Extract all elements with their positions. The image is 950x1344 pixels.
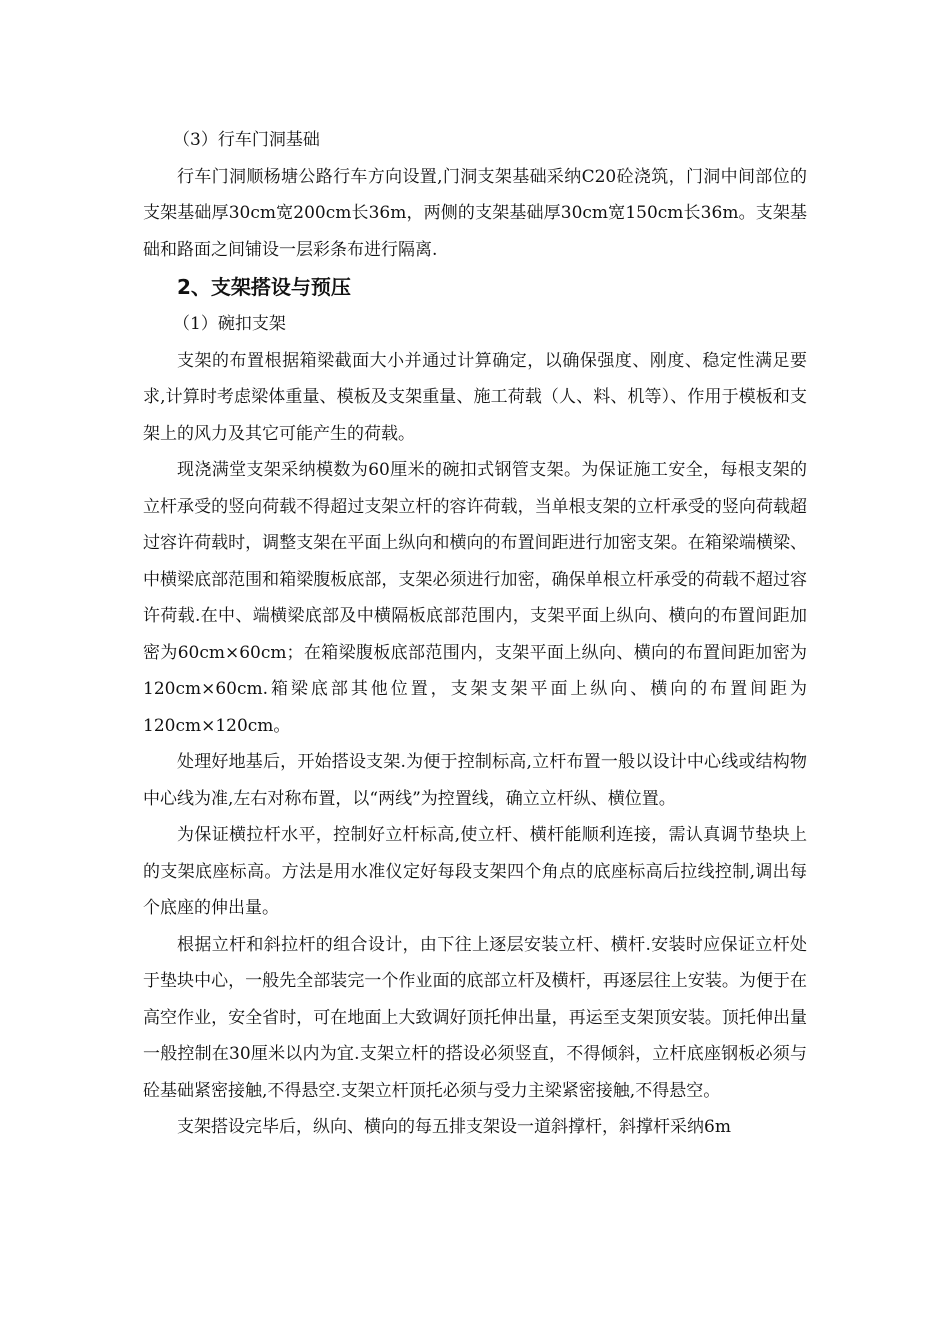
- paragraph-base-elevation: 为保证横拉杆水平，控制好立杆标高,使立杆、横杆能顺利连接，需认真调节垫块上的支架底座标高。方法是用水准仪定好每段支架四个角点的底座标高后拉线控制,调出每个底座的伸出量。: [143, 825, 807, 918]
- paragraph-gate-foundation: 行车门洞顺杨塘公路行车方向设置,门洞支架基础采纳C20砼浇筑，门洞中间部位的支架基础厚30cm宽200cm长36m，两侧的支架基础厚30cm宽150cm长36m。支架基础和路面之间铺设一层彩条布进行隔离.: [143, 166, 807, 260]
- document-body: [143, 122, 807, 1146]
- paragraph-diagonal-braces: 支架搭设完毕后，纵向、横向的每五排支架设一道斜撑杆，斜撑杆采纳6m: [177, 1117, 731, 1137]
- subheading-bowl-buckle-scaffold: （1）碗扣支架: [173, 314, 286, 334]
- paragraph-scaffold-spacing: 现浇满堂支架采纳模数为60厘米的碗扣式钢管支架。为保证施工安全，每根支架的立杆承受的竖向荷载不得超过支架立杆的容许荷载，当单根支架的立杆承受的竖向荷载超过容许荷载时，调整支架在平面上纵向和横向的布置间距进行加密支架。在箱梁端横梁、中横梁底部范围和箱梁腹板底部，支架必须进行加密，确保单根立杆承受的荷载不超过容许荷载.在中、端横梁底部及中横隔板底部范围内，支架平面上纵向、横向的布置间距加密为60cm×60cm；在箱梁腹板底部范围内，支架平面上纵向、横向的布置间距加密为120cm×60cm.箱梁底部其他位置，支架支架平面上纵向、横向的布置间距为120cm×120cm。: [143, 460, 807, 736]
- section-title-scaffold-erection: 2、支架搭设与预压: [177, 275, 351, 299]
- paragraph-scaffold-layout: 支架的布置根据箱梁截面大小并通过计算确定，以确保强度、刚度、稳定性满足要求,计算时考虑梁体重量、模板及支架重量、施工荷载（人、料、机等）、作用于模板和支架上的风力及其它可能产生的荷载。: [143, 350, 807, 444]
- paragraph-installation: 根据立杆和斜拉杆的组合设计，由下往上逐层安装立杆、横杆.安装时应保证立杆处于垫块中心，一般先全部装完一个作业面的底部立杆及横杆，再逐层往上安装。为便于在高空作业，安全省时，可在地面上大致调好顶托伸出量，再运至支架顶安装。顶托伸出量一般控制在30厘米以内为宜.支架立杆的搭设必须竖直，不得倾斜，立杆底座钢板必须与砼基础紧密接触,不得悬空.支架立杆顶托必须与受力主梁紧密接触,不得悬空。: [143, 934, 807, 1101]
- subheading-gate-foundation: （3）行车门洞基础: [173, 130, 320, 150]
- paragraph-erection-start: 处理好地基后，开始搭设支架.为便于控制标高,立杆布置一般以设计中心线或结构物中心线为准,左右对称布置，以“两线”为控置线，确立立杆纵、横位置。: [143, 752, 807, 809]
